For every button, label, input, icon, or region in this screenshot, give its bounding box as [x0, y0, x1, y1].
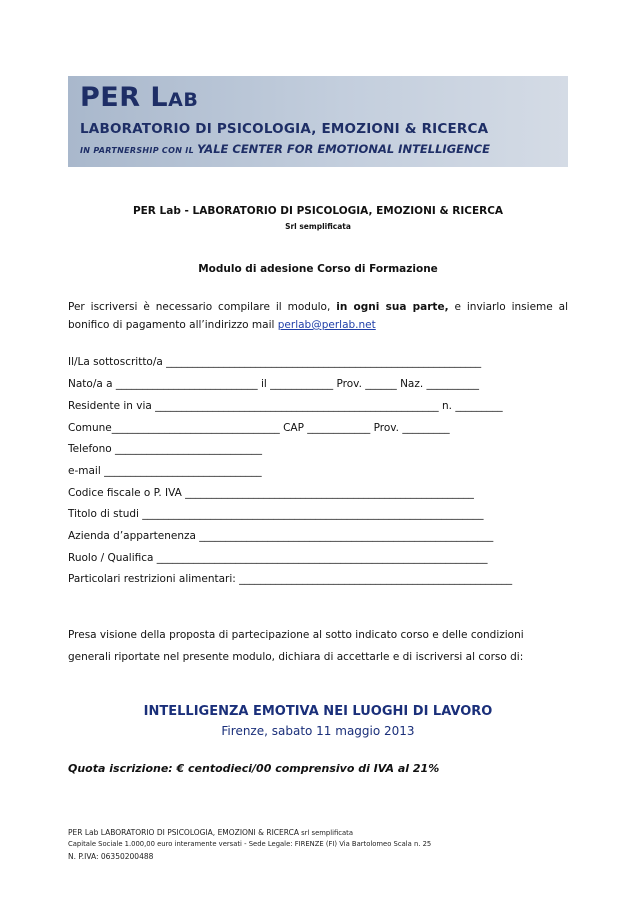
- field-telefono[interactable]: Telefono ____________________________: [68, 443, 263, 455]
- email-link[interactable]: perlab@perlab.net: [277, 319, 376, 331]
- presa-visione-paragraph: Presa visione della proposta di partecipazione al sotto indicato corso e delle condizioni generali riportate nel presente modulo, dichiara di accettarle e di iscriversi al corso di:: [68, 629, 524, 663]
- intro-text-1: Per iscriversi è necessario compilare il modulo,: [68, 301, 337, 313]
- intro-paragraph: [68, 298, 568, 334]
- footer-company-suffix: srl semplificata: [298, 829, 353, 837]
- intro-text-2: e inviarlo insieme al bonifico di pagamento all’indirizzo mail: [68, 301, 568, 331]
- organization-subtitle: Srl semplificata: [285, 222, 351, 231]
- organization-name: PER Lab - LABORATORIO DI PSICOLOGIA, EMOZIONI & RICERCA: [132, 205, 504, 217]
- logo-partnership: [80, 142, 490, 156]
- footer-line-2: Capitale Sociale 1.000,00 euro interamente versati - Sede Legale: FIRENZE (FI) Via Bartolomeo Scala n. 25: [68, 840, 432, 848]
- logo-banner: [68, 76, 568, 167]
- field-sottoscritto[interactable]: Il/La sottoscritto/a ____________________________________________________________: [68, 356, 482, 368]
- course-place-date: Firenze, sabato 11 maggio 2013: [221, 724, 415, 738]
- field-ruolo[interactable]: Ruolo / Qualifica _______________________________________________________________: [68, 552, 488, 564]
- field-nascita[interactable]: Nato/a a ___________________________ il ____________ Prov. ______ Naz. __________: [68, 378, 480, 390]
- field-restrizioni-alimentari[interactable]: Particolari restrizioni alimentari: ____________________________________________________: [68, 573, 513, 585]
- field-residenza[interactable]: Residente in via ______________________________________________________ n. _________: [68, 400, 503, 412]
- logo-title: PER Lab: [80, 82, 199, 113]
- field-titolo-studi[interactable]: Titolo di studi _________________________________________________________________: [68, 508, 484, 520]
- field-email[interactable]: e-mail ______________________________: [68, 465, 262, 477]
- footer-line-1: [68, 828, 353, 837]
- logo-partner-name: YALE CENTER FOR EMOTIONAL INTELLIGENCE: [197, 142, 490, 156]
- quota-iscrizione: Quota iscrizione: € centodieci/00 comprensivo di IVA al 21%: [68, 762, 440, 775]
- field-comune[interactable]: Comune________________________________ CAP ____________ Prov. _________: [68, 422, 450, 434]
- field-azienda[interactable]: Azienda d’appartenenza ________________________________________________________: [68, 530, 494, 542]
- course-title: INTELLIGENZA EMOTIVA NEI LUOGHI DI LAVORO: [143, 704, 493, 719]
- logo-partner-prefix: IN PARTNERSHIP CON IL: [80, 146, 198, 155]
- footer-line-3: N. P.IVA: 06350200488: [68, 852, 154, 861]
- footer-company: PER Lab LABORATORIO DI PSICOLOGIA, EMOZIONI & RICERCA: [68, 828, 299, 837]
- field-codice-fiscale[interactable]: Codice fiscale o P. IVA _______________________________________________________: [68, 487, 474, 499]
- logo-subtitle: LABORATORIO DI PSICOLOGIA, EMOZIONI & RICERCA: [80, 121, 489, 137]
- form-title: Modulo di adesione Corso di Formazione: [198, 263, 438, 275]
- intro-bold: in ogni sua parte,: [336, 301, 449, 313]
